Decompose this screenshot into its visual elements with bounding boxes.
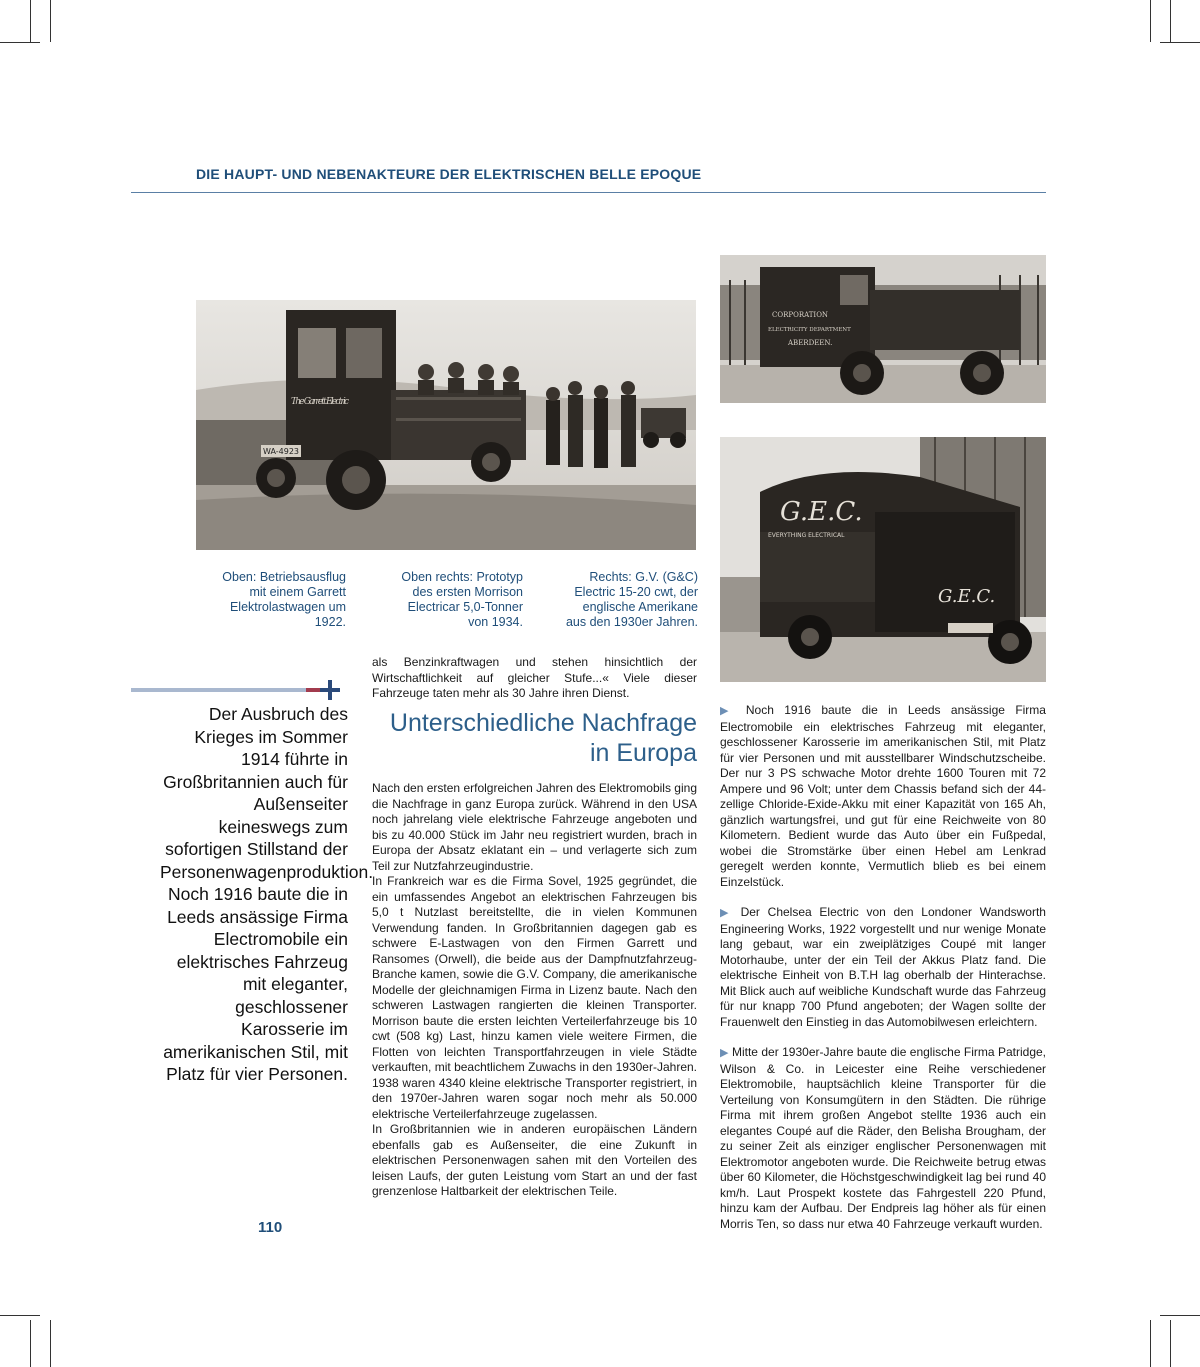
header-rule [131,192,1046,193]
plus-icon [328,680,332,700]
body-paragraph-text: Noch 1916 baute die in Leeds ansässige Firma Electromobile ein elektrisches Fahrzeug mit eleganter, geschlossener Karosserie im amerikanischen Stil, mit Platz für vier Personen und mit ausstellbarer Windschutzscheibe. Der nur 3 PS schwache Motor drehte 1600 Touren mit 72 Ampere und 96 Volt; unter dem Chassis befand sich der 44-zellige Chloride-Exide-Akku mit einer Kapazität von 165 Ah, gänzlich wartungsfrei, und gut für eine Reichweite von 80 Kilometern. Bedient wurde das Auto über ein Fußpedal, wobei die Stromstärke über einen Hebel am Lenkrad geregelt werden konnte, Vermutlich blieb es bei einem Einzelstück. [720,703,1046,889]
crop-mark [1160,1315,1200,1316]
middle-column-intro: als Benzinkraftwagen und stehen hinsichtlich der Wirtschaftlichkeit auf gleicher Stufe...« Viele dieser Fahrzeuge taten mehr als 30 Jahre ihren Dienst. [372,655,697,700]
photo-aberdeen-lorry [720,255,1046,403]
body-paragraph: In Großbritannien wie in anderen europäischen Ländern ebenfalls gab es Außenseiter, die eine Zukunft in elektrischen Personenwagen sahen mit den Vorteilen des leisen Laufs, der guten Leistung vom Start an und der fast grenzenlose Haltbarkeit der elektrischen Teile. [372,1122,697,1198]
gec-van-slogan: EVERYTHING ELECTRICAL [768,532,845,539]
crop-mark [0,42,40,43]
aberdeen-lettering: ABERDEEN. [788,339,833,347]
crop-mark [50,1320,51,1367]
crop-mark [1170,0,1171,42]
body-paragraph-text: Der Chelsea Electric von den Londoner Wandsworth Engineering Works, 1922 vorgestellt und nur wenige Monate lang gebaut, war ein zweiplätziges Coupé mit langer Motorhaube, unter der ein Teil der Akkus Platz fand. Die elektrische Einheit von B.T.H lag oberhalb der Hinterachse. Mit Blick auch auf weibliche Kundschaft wurde das Fahrzeug für nur knapp 700 Pfund angeboten; der Wagen sollte der Frauenwelt den Einstieg in das Automobilwesen erleichtern. [720,905,1046,1029]
crop-mark [1170,1320,1171,1367]
lorry-side-lettering: The Garrett Electric [291,397,349,407]
crop-mark [1160,42,1200,43]
crop-mark [1150,1320,1151,1367]
arrow-icon: ▶ [720,1047,729,1059]
body-paragraph [720,703,1046,890]
photo-garrett-lorry [196,300,696,550]
crop-mark [0,1315,40,1316]
lorry-number-plate: WA-4923 [263,447,300,456]
body-paragraph: Nach den ersten erfolgreichen Jahren des Elektromobils ging die Nachfrage in ganz Europa zurück. Während in den USA noch jahrelang viele elektrische Fahrzeuge angeboten und bis zu 40.000 Stück im Jahr neu registriert wurden, brach in Europa der Absatz eklatant ein – und verlagerte sich zum Teil zur Nutzfahrzeugindustrie. [372,781,697,873]
crop-mark [1150,0,1151,42]
gec-van-logo: G.E.C. [780,497,863,527]
pullquote-rule [131,688,306,692]
arrow-icon: ▶ [720,705,736,717]
right-column-body [720,703,1046,1232]
arrow-icon: ▶ [720,907,733,919]
page-number: 110 [258,1219,283,1236]
middle-column-body [372,781,697,1200]
photo-gec-van [720,437,1046,682]
crop-mark [50,0,51,42]
caption-gv-electric: Rechts: G.V. (G&C) Electric 15-20 cwt, der englische Amerikane aus den 1930er Jahren. [565,570,698,629]
gec-van-rear-logo: G.E.C. [938,586,996,607]
pullquote: Der Ausbruch des Krieges im Sommer 1914 führte in Großbritannien auch für Außenseiter keineswegs zum sofortigen Stillstand der Personenwagenproduktion. Noch 1916 baute die in Leeds ansässige Firma Electromobile ein elektrisches Fahrzeug mit eleganter, geschlossener Karosserie im amerikanischen Stil, mit Platz für vier Personen. [160,704,374,1084]
crop-mark [30,0,31,42]
crop-mark [30,1320,31,1367]
body-paragraph-text: Mitte der 1930er-Jahre baute die englische Firma Patridge, Wilson & Co. in Leicester eine Reihe verschiedener Elektromobile, hauptsächlich kleine Transporter für die Verteilung von Konsumgütern in den Städten. Die rührige Firma mit ihrem großen Angebot stellte 1936 auch ein elegantes Coupé auf die Räder, den Belisha Brougham, der zu seiner Zeit als einziger englischer Personenwagen mit Elektromotor angeboten wurde. Die Reichweite betrug etwas über 60 Kilometer, die Höchstgeschwindigkeit lag bei rund 40 km/h. Laut Prospekt kostete das Fahrgestell 220 Pfund, hinzu kam der Aufbau. Der Endpreis lag höher als für einen Morris Ten, so dass nur etwa 40 Fahrzeuge verkauft wurden. [720,1045,1047,1231]
body-paragraph [720,905,1046,1030]
aberdeen-lettering: CORPORATION [772,311,829,319]
body-paragraph: In Frankreich war es die Firma Sovel, 1925 gegründet, die ein umfassendes Angebot an elektrischen Fahrzeugen bis 5,0 t Nutzlast bereitstellte, die in vielen Kommunen Verwendung fanden. In Großbritannien dagegen gab es schwere E-Lastwagen von den Firmen Garrett und Ransomes (Orwell), die beide aus der Dampfnutzfahrzeug-Branche kamen, sowie die G.V. Company, die amerikanische Modelle der gleichnamigen Firma in Lizenz baute. Nach den schweren Lastwagen rangierten die kleinen Transporter. Morrison baute die ersten leichten Verteilerfahrzeuge bis 10 cwt (508 kg) Last, hinzu kamen viele weitere Firmen, die Flotten von leichten Transportfahrzeugen in viele Städte verkauften, mit beachtlichem Zuwachs in den 1930er-Jahren. 1938 waren 4340 kleine elektrische Transporter registriert, in den 1970er-Jahren waren sogar noch mehr als 50.000 elektrische Verteilerfahrzeuge zugelassen. [372,874,697,1121]
aberdeen-lettering: ELECTRICITY DEPARTMENT [768,327,851,333]
section-heading: Unterschiedliche Nachfrage in Europa [389,709,697,767]
caption-garrett: Oben: Betriebsausflug mit einem Garrett Elektrolastwagen um 1922. [222,570,346,629]
body-paragraph [720,1045,1046,1232]
pullquote-rule-accent [306,688,320,692]
caption-morrison: Oben rechts: Prototyp des ersten Morrison Electricar 5,0-Tonner von 1934. [401,570,523,629]
running-header: DIE HAUPT- UND NEBENAKTEURE DER ELEKTRISCHEN BELLE EPOQUE [196,166,702,182]
